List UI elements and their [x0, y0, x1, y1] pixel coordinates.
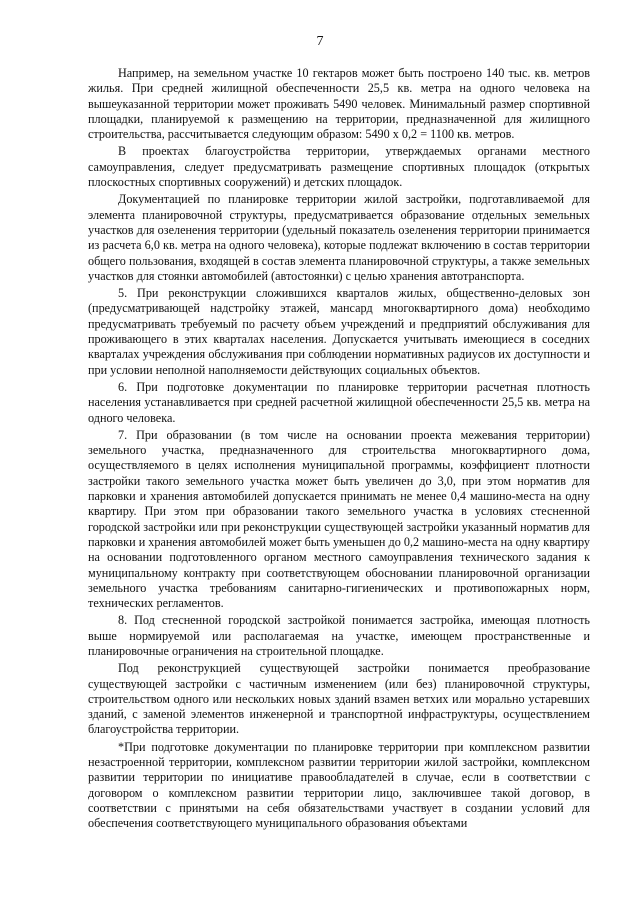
paragraph-complex-development: *При подготовке документации по планировке территории при комплексном развитии незастроенной территории, комплексном развитии территории жилой застройки, комплексном развитии территории по инициативе правообладателей в случае, если в соответствии с договором о комплексном развитии территории лицо, заключившее такой договор, в соответствии с принятыми на себя обязательствами участвует в создании условий для обеспечения соответствующего муниципального образования объектами: [88, 739, 590, 831]
paragraph-reconstruction-definition: Под реконструкцией существующей застройки понимается преобразование существующей застройки с частичным изменением (или без) планировочной структуры, строительством одного или нескольких новых зданий взамен ветхих или морально устаревших зданий, с заменой элементов инженерной и транспортной инфраструктуры, осуществлением благоустройства территории.: [88, 661, 590, 737]
paragraph-item-5: 5. При реконструкции сложившихся кварталов жилых, общественно-деловых зон (предусматривающей надстройку этажей, мансард многоквартирного дома) необходимо предусматривать требуемый по расчету объем учреждений и предприятий обслуживания для проживающего в этих кварталах населения. Допускается учитывать имеющиеся в соседних кварталах учреждения обслуживания при соблюдении нормативных радиусов их доступности и при условии неполной наполняемости действующих социальных объектов.: [88, 286, 590, 377]
paragraph-item-8: 8. Под стесненной городской застройкой понимается застройка, имеющая плотность выше нормируемой или располагаемая на участке, имеющем пространственные и планировочные ограничения на строительной площадке.: [88, 613, 590, 658]
document-body: [88, 66, 590, 834]
page-number: 7: [316, 34, 324, 49]
paragraph-item-7: 7. При образовании (в том числе на основании проекта межевания территории) земельного участка, предназначенного для строительства многоквартирного дома, осуществляемого в целях исполнения муниципальной программы, коэффициент плотности застройки такого земельного участка может быть увеличен до 3,0, при этом норматив для парковки и хранения автомобилей допускается принимать не менее 0,4 машино-места на одну квартиру. При этом при образовании такого земельного участка в условиях стесненной городской застройки или при реконструкции существующей застройки указанный норматив для парковки и хранения автомобилей может быть уменьшен до 0,2 машино-места на одну квартиру на основании подготовленного органом местного самоуправления технического задания к муниципальному контракту при соответствующем обосновании планировочной организации земельного участка требованиям санитарно-гигиенических и противопожарных норм, технических регламентов.: [88, 427, 590, 611]
paragraph-improvement-projects: В проектах благоустройства территории, утверждаемых органами местного самоуправления, следует предусматривать размещение спортивных площадок (открытых плоскостных спортивных сооружений) и детских площадок.: [88, 144, 590, 190]
paragraph-greening-parking: Документацией по планировке территории жилой застройки, подготавливаемой для элемента планировочной структуры, предусматривается образование отдельных земельных участков для озеленения территории (удельный показатель озеленения территории принимается из расчета 6,0 кв. метра на одного человека), которые подлежат включению в состав территории общего пользования, входящей в состав элемента планировочной структуры, а также земельных участков для стоянки автомобилей (автостоянки) с целью хранения автотранспорта.: [88, 192, 590, 283]
paragraph-sports-ground-example: Например, на земельном участке 10 гектаров может быть построено 140 тыс. кв. метров жилья. При средней жилищной обеспеченности 25,5 кв. метра на одного человека на вышеуказанной территории может проживать 5490 человек. Минимальный размер спортивной площадки, планируемой к размещению на территории, предназначенной для жилищного строительства, рассчитывается следующим образом: 5490 х 0,2 = 1100 кв. метров.: [88, 66, 590, 142]
paragraph-item-6: 6. При подготовке документации по планировке территории расчетная плотность населения устанавливается при средней расчетной жилищной обеспеченности 25,5 кв. метра на одного человека.: [88, 379, 590, 425]
